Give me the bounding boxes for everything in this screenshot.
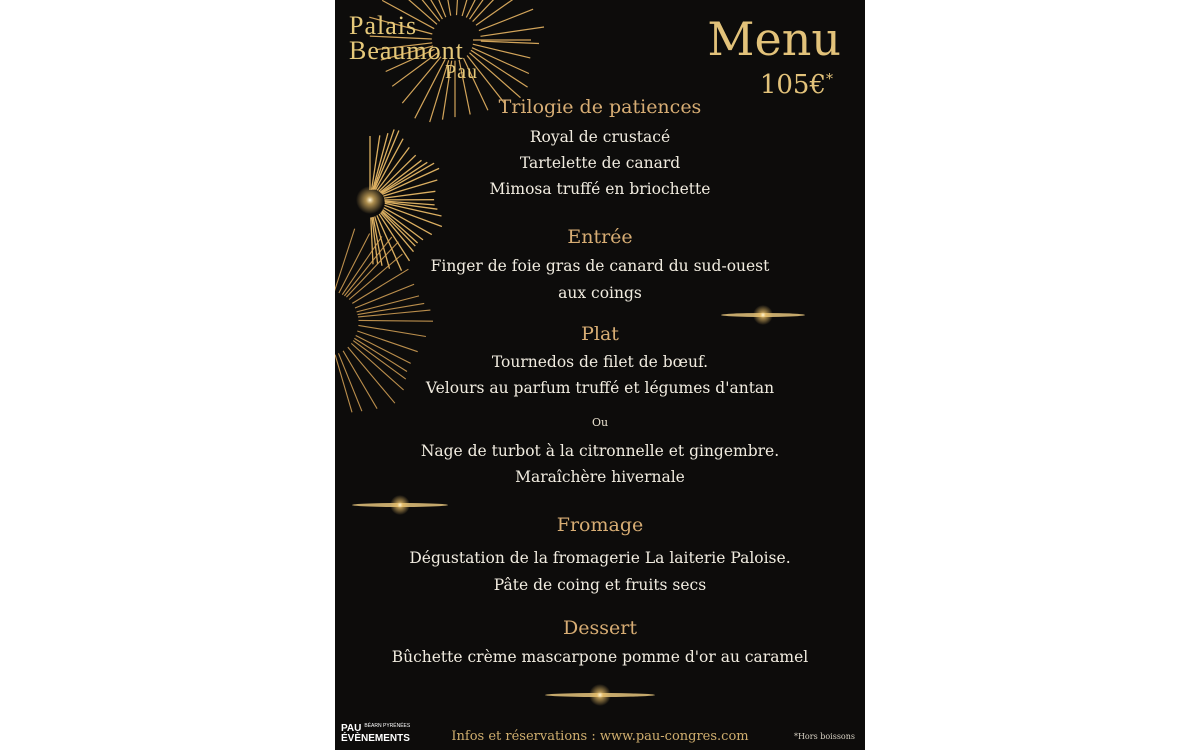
menu-title: Menu: [707, 12, 841, 66]
logo-line-3: Pau: [445, 61, 478, 84]
or-label: Ou: [591, 416, 609, 429]
footer-note: *Hors boissons: [793, 732, 855, 741]
firework-ray: [481, 41, 539, 43]
menu-item: Mimosa truffé en briochette: [489, 180, 711, 198]
section-title-entree: Entrée: [567, 226, 633, 248]
menu-item: Maraîchère hivernale: [515, 468, 685, 486]
menu-item: Velours au parfum truffé et légumes d'antan: [425, 379, 775, 397]
logo-sub-1: BÉARN: [364, 723, 382, 729]
price-asterisk: *: [826, 71, 833, 88]
section-title-fromage: Fromage: [556, 514, 644, 536]
logo-pau: PAU: [341, 723, 362, 734]
logo-sub-2: PYRÉNÉES: [383, 723, 411, 729]
menu-item: Tournedos de filet de bœuf.: [491, 353, 709, 371]
firework-ray: [476, 0, 520, 25]
firework-ray: [359, 320, 434, 321]
menu-title-block: [707, 12, 841, 100]
firework-ray: [481, 27, 545, 36]
firework-ray: [457, 0, 461, 15]
menu-poster: [335, 0, 865, 750]
logo-line-1: Palais: [349, 11, 418, 40]
menu-item: aux coings: [558, 284, 642, 302]
section-title-trilogie: Trilogie de patiences: [498, 96, 702, 118]
firework-ray: [358, 310, 430, 317]
logo-line-2: Beaumont: [349, 35, 464, 65]
section-title-plat: Plat: [581, 323, 619, 345]
menu-item: Nage de turbot à la citronnelle et gingembre.: [420, 442, 780, 460]
menu-item: Royal de crustacé: [529, 128, 671, 146]
sparkle-bottom: [545, 684, 655, 706]
menu-item: Bûchette crème mascarpone pomme d'or au caramel: [391, 648, 809, 666]
menu-item: Dégustation de la fromagerie La laiterie Paloise.: [409, 549, 791, 567]
sparkle-left: [352, 495, 448, 515]
firework-ray: [473, 44, 531, 58]
palais-beaumont-logo: [349, 11, 478, 84]
footer-info: Infos et réservations : www.pau-congres.com: [451, 729, 749, 744]
firework-ray: [479, 9, 533, 30]
sparkle-right: [721, 305, 805, 325]
menu-item: Finger de foie gras de canard du sud-ouest: [430, 257, 770, 275]
menu-item: Tartelette de canard: [519, 154, 681, 172]
price-value: 105€: [759, 70, 826, 100]
menu-item: Pâte de coing et fruits secs: [493, 576, 707, 594]
logo-evenements: ÉVÈNEMENTS: [341, 733, 410, 744]
section-title-dessert: Dessert: [563, 617, 637, 639]
